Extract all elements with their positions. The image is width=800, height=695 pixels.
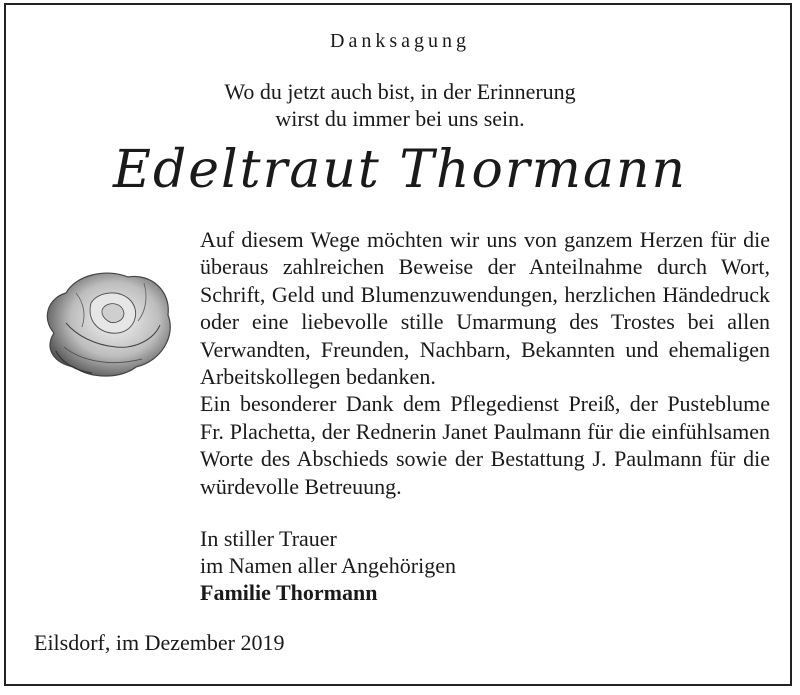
closing-block	[200, 525, 456, 606]
thank-you-paragraph-1: Auf diesem Wege möchten wir uns von ganzem Herzen für die überaus zahlreichen Beweise der Anteilnahme durch Wort, Schrift, Geld und Blumenzuwendungen, herzlichen Händedruck oder eine liebevolle stille Umarmung des Trostes bei allen Verwandten, Freunden, Nachbarn, Bekannten und ehemaligen Arbeitskollegen bedanken.	[200, 227, 770, 390]
quote-line-1: Wo du jetzt auch bist, in der Erinnerung	[224, 79, 576, 104]
quote-line-2: wirst du immer bei uns sein.	[275, 106, 525, 131]
thank-you-text	[200, 226, 770, 500]
thank-you-paragraph-2: Ein besonderer Dank dem Pflegedienst Preiß, der Pusteblume Fr. Plachetta, der Rednerin Janet Paulmann für die einfühlsamen Worte des Abschieds sowie der Bestattung J. Paulmann für die würdevolle Betreuung.	[200, 391, 770, 499]
memorial-quote	[0, 78, 800, 132]
notice-title: Danksagung	[330, 30, 470, 52]
family-signature: Familie Thormann	[200, 580, 378, 605]
closing-line-1: In stiller Trauer	[200, 526, 337, 551]
rose-image	[36, 263, 178, 381]
place-and-date: Eilsdorf, im Dezember 2019	[34, 630, 285, 655]
closing-line-2: im Namen aller Angehörigen	[200, 553, 456, 578]
deceased-name: Edeltraut Thormann	[113, 140, 687, 200]
